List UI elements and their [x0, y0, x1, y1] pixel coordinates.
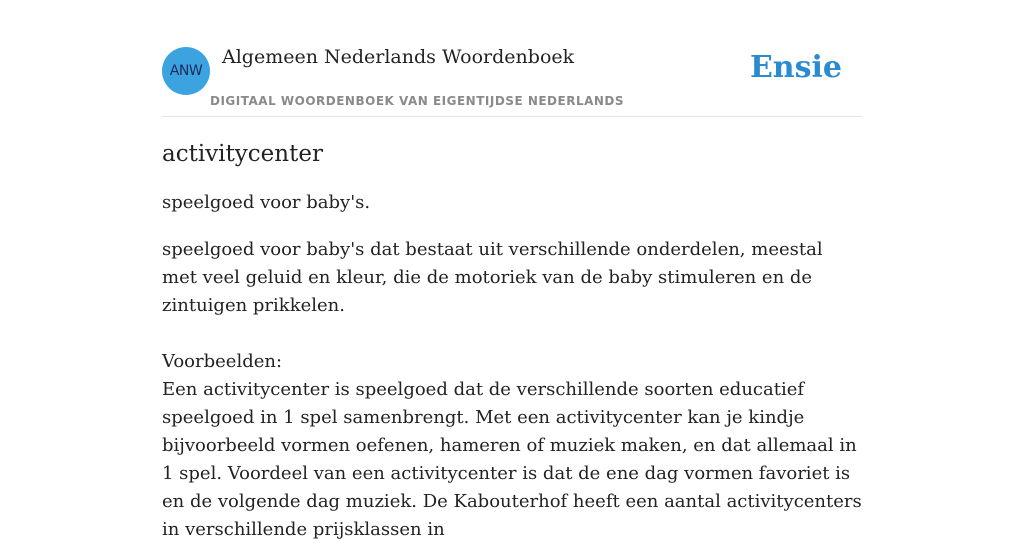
anw-logo[interactable]: [162, 47, 210, 95]
headword-title: activitycenter: [162, 141, 323, 167]
entry-content: [162, 138, 862, 544]
ensie-brand-logo[interactable]: Ensie: [749, 50, 842, 85]
site-header: [162, 0, 862, 117]
site-title[interactable]: Algemeen Nederlands Woordenboek: [222, 46, 575, 68]
examples-label: Voorbeelden:: [162, 351, 283, 372]
long-definition: speelgoed voor baby's dat bestaat uit verschillende onderdelen, meestal met veel geluid en kleur, die de motoriek van de baby stimuleren en de zintuigen prikkelen.: [162, 239, 823, 316]
logo-text: ANW: [169, 63, 203, 79]
examples-text: Een activitycenter is speelgoed dat de verschillende soorten educatief speelgoed in 1 spel samenbrengt. Met een activitycenter kan je kindje bijvoorbeeld vormen oefenen, hameren of muziek maken, en dat allemaal in 1 spel. Voordeel van een activitycenter is dat de ene dag vormen favoriet is en de volgende dag muziek. De Kabouterhof heeft een aantal activitycenters in verschillende prijsklassen in: [162, 379, 862, 540]
site-subtitle: DIGITAAL WOORDENBOEK VAN EIGENTIJDSE NEDERLANDS: [210, 94, 625, 108]
short-definition: speelgoed voor baby's.: [162, 192, 371, 213]
